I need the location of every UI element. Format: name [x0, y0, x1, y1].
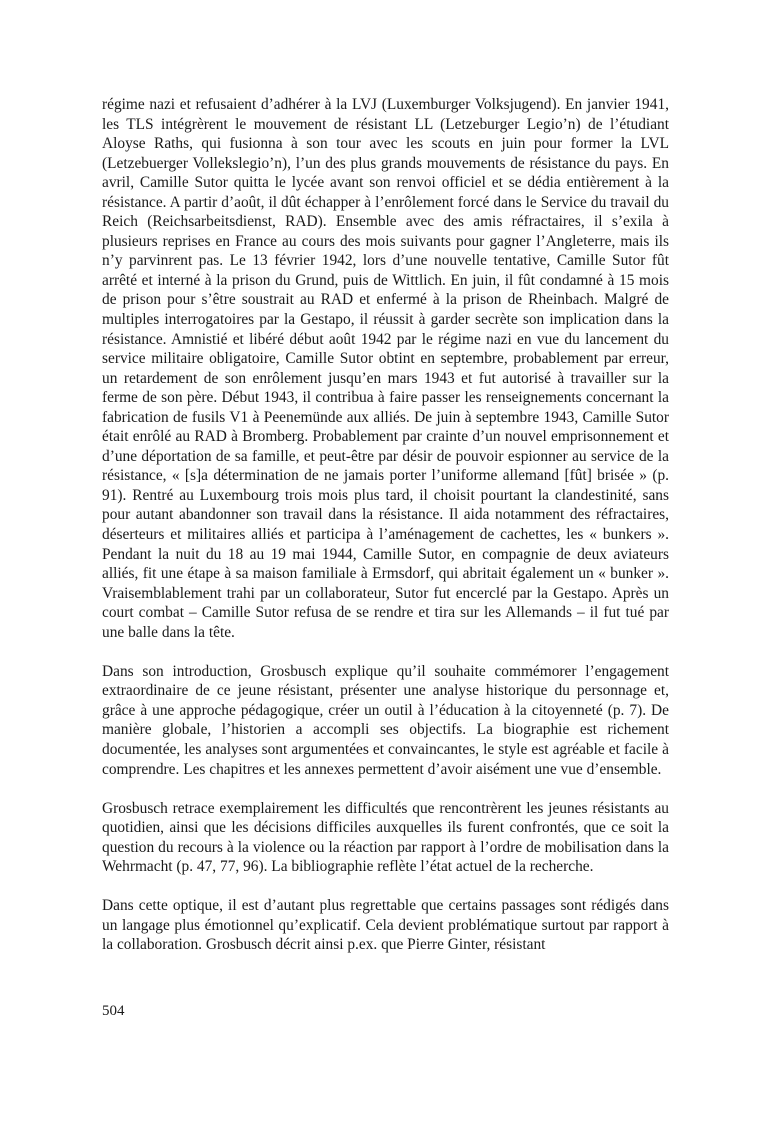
page-number: 504 [102, 1003, 125, 1019]
paragraph-biography: régime nazi et refusaient d’adhérer à la LVJ (Luxemburger Volksjugend). En janvier 1941, les TLS intégrèrent le mouvement de résistant LL (Letzeburger Legio’n) de l’étudiant Aloyse Raths, qui fusionna à son tour avec les scouts en juin pour former la LVL (Letzebuerger Vollekslegio’n), l’un des plus grands mouvements de résistance du pays. En avril, Camille Sutor quitta le lycée avant son renvoi officiel et se dédia entièrement à la résistance. A partir d’août, il dût échapper à l’enrôlement forcé dans le Service du travail du Reich (Reichsarbeitsdienst, RAD). Ensemble avec des amis réfractaires, il s’exila à plusieurs reprises en France au cours des mois suivants pour gagner l’Angleterre, mais ils n’y parvinrent pas. Le 13 février 1942, lors d’une nouvelle tentative, Camille Sutor fût arrêté et interné à la prison du Grund, puis de Wittlich. En juin, il fût condamné à 15 mois de prison pour s’être soustrait au RAD et enfermé à la prison de Rheinbach. Malgré de multiples interrogatoires par la Gestapo, il réussit à garder secrète son implication dans la résistance. Amnistié et libéré début août 1942 par le régime nazi en vue du lancement du service militaire obligatoire, Camille Sutor obtint en septembre, probablement par erreur, un retardement de son enrôlement jusqu’en mars 1943 et fut autorisé à travailler sur la ferme de son père. Début 1943, il contribua à faire passer les renseignements concernant la fabrication de fusils V1 à Peenemünde aux alliés. De juin à septembre 1943, Camille Sutor était enrôlé au RAD à Bromberg. Probablement par crainte d’un nouvel emprisonnement et d’une déportation de sa famille, et peut-être par désir de pouvoir espionner au service de la résistance, « [s]a détermination de ne jamais porter l’uniforme allemand [fût] brisée » (p. 91). Rentré au Luxembourg trois mois plus tard, il choisit pourtant la clandestinité, sans pour autant abandonner son travail dans la résistance. Il aida notamment des réfractaires, déserteurs et militaires alliés et participa à l’aménagement de cachettes, les « bunkers ». Pendant la nuit du 18 au 19 mai 1944, Camille Sutor, en compagnie de deux aviateurs alliés, fit une étape à sa maison familiale à Ermsdorf, qui abritait également un « bunker ». Vraisemblablement trahi par un collaborateur, Sutor fut encerclé par la Gestapo. Après un court combat – Camille Sutor refusa de se rendre et tira sur les Allemands – il fut tué par une balle dans la tête. [102, 96, 669, 641]
body-text [102, 95, 669, 955]
paragraph-introduction: Dans son introduction, Grosbusch explique qu’il souhaite commémorer l’engagement extraordinaire de ce jeune résistant, présenter une analyse historique du personnage et, grâce à une approche pédagogique, créer un outil à l’éducation à la citoyenneté (p. 7). De manière globale, l’historien a accompli ses objectifs. La biographie est richement documentée, les analyses sont argumentées et convaincantes, le style est agréable et facile à comprendre. Les chapitres et les annexes permettent d’avoir aisément une vue d’ensemble. [102, 662, 669, 778]
paragraph-critique: Dans cette optique, il est d’autant plus regrettable que certains passages sont rédigés dans un langage plus émotionnel qu’explicatif. Cela devient problématique surtout par rapport à la collaboration. Grosbusch décrit ainsi p.ex. que Pierre Ginter, résistant [102, 897, 669, 954]
paragraph-difficulties: Grosbusch retrace exemplairement les difficultés que rencontrèrent les jeunes résistants au quotidien, ainsi que les décisions difficiles auxquelles ils furent confrontés, que ce soit la question du recours à la violence ou la réaction par rapport à l’ordre de mobilisation dans la Wehrmacht (p. 47, 77, 96). La bibliographie reflète l’état actuel de la recherche. [102, 799, 669, 876]
